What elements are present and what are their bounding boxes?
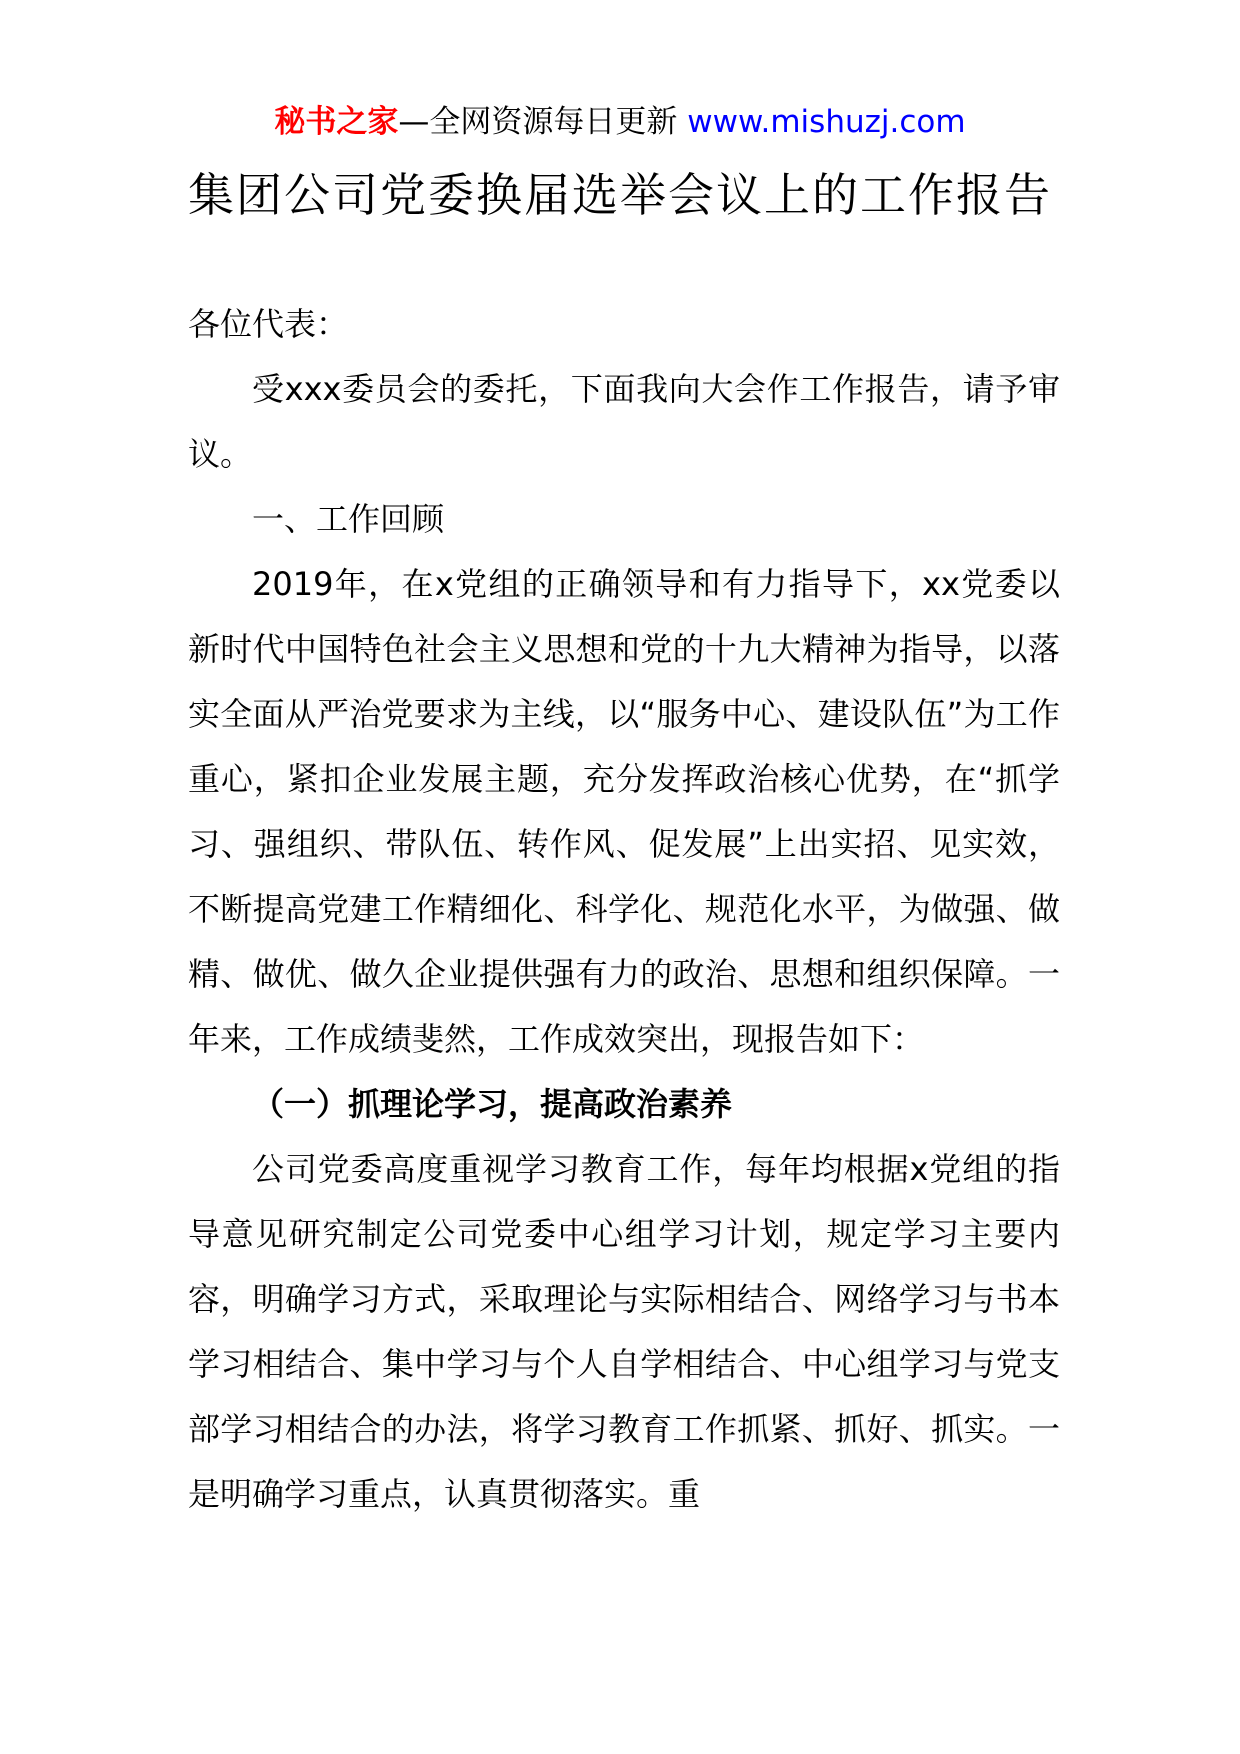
document-title: 集团公司党委换届选举会议上的工作报告 xyxy=(188,168,1052,222)
brand-name: 秘书之家 xyxy=(274,104,399,140)
site-link[interactable]: www.mishuzj.com xyxy=(687,104,966,140)
review-paragraph: 2019年，在x党组的正确领导和有力指导下，xx党委以新时代中国特色社会主义思想和党的十九大精神为指导，以落实全面从严治党要求为主线，以“服务中心、建设队伍”为工作重心，紧扣企业发展主题，充分发挥政治核心优势，在“抓学习、强组织、带队伍、转作风、促发展”上出实招、见实效，不断提高党建工作精细化、科学化、规范化水平，为做强、做精、做优、做久企业提供强有力的政治、思想和组织保障。一年来，工作成绩斐然，工作成效突出，现报告如下： xyxy=(188,565,1060,1058)
salutation: 各位代表： xyxy=(188,305,349,343)
subsection-heading: （一）抓理论学习，提高政治素养 xyxy=(252,1085,733,1123)
watermark-header xyxy=(0,102,1240,142)
section-heading: 一、工作回顾 xyxy=(252,500,445,538)
document-body xyxy=(188,292,1060,1527)
header-tagline: —全网资源每日更新 xyxy=(398,104,678,140)
study-paragraph: 公司党委高度重视学习教育工作，每年均根据x党组的指导意见研究制定公司党委中心组学习计划，规定学习主要内容，明确学习方式，采取理论与实际相结合、网络学习与书本学习相结合、集中学习与个人自学相结合、中心组学习与党支部学习相结合的办法，将学习教育工作抓紧、抓好、抓实。一是明确学习重点，认真贯彻落实。重 xyxy=(188,1150,1060,1513)
intro-paragraph: 受xxx委员会的委托，下面我向大会作工作报告，请予审议。 xyxy=(188,370,1060,473)
